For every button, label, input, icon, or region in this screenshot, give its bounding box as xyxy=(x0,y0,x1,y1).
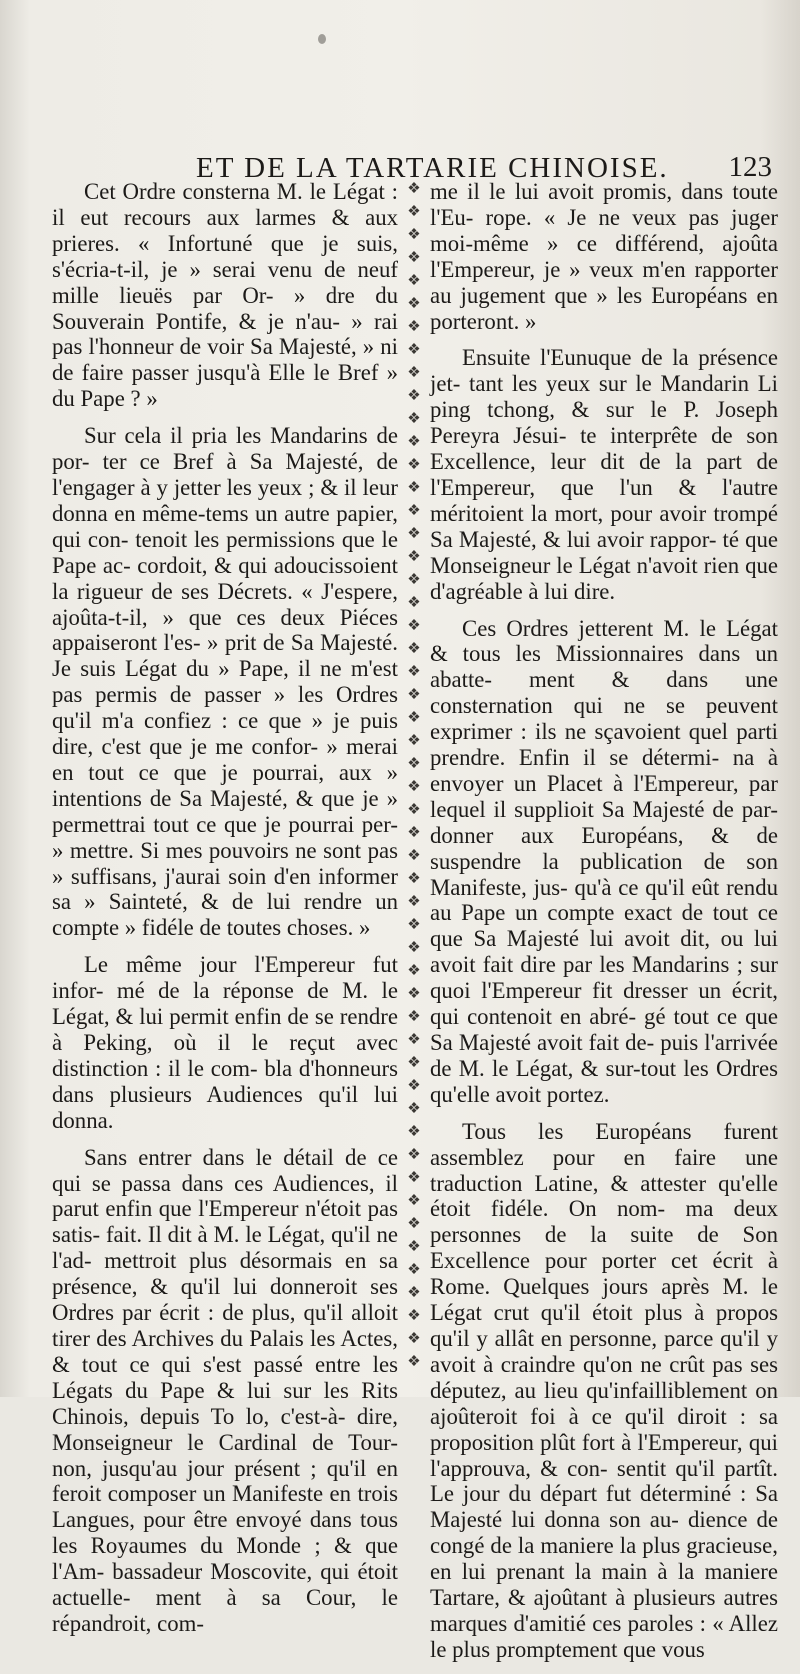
divider-ornament: ❖ xyxy=(407,963,421,979)
divider-ornament: ❖ xyxy=(407,687,421,703)
paragraph: Le même jour l'Empereur fut infor- mé de la réponse de M. le Légat, & lui permit enfin de se rendre à Peking, où il le reçut avec distinction : il le com- bla d'honneurs dans plusieurs Audiences qu'il lui donna. xyxy=(52,952,398,1133)
divider-ornament: ❖ xyxy=(407,756,421,772)
divider-ornament: ❖ xyxy=(407,1009,421,1025)
divider-ornament: ❖ xyxy=(407,457,421,473)
divider-ornament: ❖ xyxy=(407,250,421,266)
divider-ornament: ❖ xyxy=(407,503,421,519)
ink-spot xyxy=(318,34,326,44)
divider-ornament: ❖ xyxy=(407,1147,421,1163)
divider-ornament: ❖ xyxy=(407,1216,421,1232)
divider-ornament: ❖ xyxy=(407,1078,421,1094)
divider-ornament: ❖ xyxy=(407,733,421,749)
divider-ornament: ❖ xyxy=(407,802,421,818)
divider-ornament: ❖ xyxy=(407,917,421,933)
paragraph: Ces Ordres jetterent M. le Légat & tous les Missionnaires dans un abatte- ment & dans une consternation qui ne se peuvent exprimer : ils ne sçavoient quel parti prendre. Enfin il se détermi- na à envoyer un Placet à l'Empereur, par lequel il supplioit Sa Majesté de par- donner aux Européans, & de suspendre la publication de son Manifeste, jus- qu'à ce qu'il eût rendu au Pape un compte exact de tout ce que Sa Majesté lui avoit dit, ou lui avoit fait dire par les Mandarins ; sur quoi l'Empereur fit dresser un écrit, qui contenoit en abré- gé tout ce que Sa Majesté avoit fait de- puis l'arrivée de M. le Légat, & sur-tout les Ordres qu'elle avoit portez. xyxy=(430,615,778,1107)
divider-ornament: ❖ xyxy=(407,388,421,404)
divider-ornament: ❖ xyxy=(407,1032,421,1048)
paragraph: Tous les Européans furent assemblez pour en faire une traduction Latine, & attester qu'elle étoit fidéle. On nom- ma deux personnes de la suite de Son Excellence pour porter cet écrit à Rome. Quelques jours après M. le Légat crut qu'il étoit plus à propos qu'il y allât en personne, parce qu'il y avoit à craindre qu'on ne crût pas ses députez, au lieu qu'infailliblement on ajoûteroit foi à ce qu'il diroit : sa proposition plût fort à l'Empereur, qui l'approuva, & con- sentit qu'il partît. Le jour du départ fut déterminé : Sa Majesté lui donna son au- dience de congé de la maniere la plus gracieuse, en lui prenant la main à la maniere Tartare, & ajoûtant à plusieurs autres marques d'amitié ces paroles : « Allez le plus promptement que vous xyxy=(430,1118,778,1662)
divider-ornament: ❖ xyxy=(407,1308,421,1324)
divider-ornament: ❖ xyxy=(407,1055,421,1071)
divider-ornament: ❖ xyxy=(407,365,421,381)
divider-ornament: ❖ xyxy=(407,710,421,726)
divider-ornament: ❖ xyxy=(407,1262,421,1278)
paragraph-continued: me il le lui avoit promis, dans toute l'Eu- rope. « Je ne veux pas juger moi-même » ce différend, ajoûta l'Empereur, je » veux m'en rapporter au jugement que » les Européans en porteront. » xyxy=(430,179,778,334)
paragraph: Sans entrer dans le détail de ce qui se passa dans ces Audiences, il parut enfin que l'Empereur n'étoit pas satis- fait. Il dit à M. le Légat, qu'il ne l'ad- mettroit plus désormais en sa présence, & qu'il lui donneroit ses Ordres par écrit : de plus, qu'il alloit tirer des Archives du Palais les Actes, & tout ce qui s'est passé entre les Légats du Pape & lui sur les Rits Chinois, depuis To lo, c'est-à- dire, Monseigneur le Cardinal de Tour- non, jusqu'au jour présent ; qu'il en feroit composer un Manifeste en trois Langues, pour être envoyé dans tous les Royaumes du Monde ; & que l'Am- bassadeur Moscovite, qui étoit actuelle- ment à sa Cour, le répandroit, com- xyxy=(52,1144,398,1636)
divider-ornament: ❖ xyxy=(407,595,421,611)
divider-ornament: ❖ xyxy=(407,894,421,910)
divider-ornament: ❖ xyxy=(407,549,421,565)
divider-ornament: ❖ xyxy=(407,411,421,427)
divider-ornament: ❖ xyxy=(407,871,421,887)
divider-ornament: ❖ xyxy=(407,618,421,634)
divider-ornament: ❖ xyxy=(407,204,421,220)
divider-ornament: ❖ xyxy=(407,1354,421,1370)
divider-ornament: ❖ xyxy=(407,779,421,795)
divider-ornament: ❖ xyxy=(407,181,421,197)
divider-ornament: ❖ xyxy=(407,572,421,588)
divider-ornament: ❖ xyxy=(407,641,421,657)
divider-ornament: ❖ xyxy=(407,1170,421,1186)
paragraph: Ensuite l'Eunuque de la présence jet- tant les yeux sur le Mandarin Li ping tchong, & sur le P. Joseph Pereyra Jésui- te interprête de son Excellence, leur dit de la part de l'Empereur, que l'un & l'autre méritoient la mort, pour avoir trompé Sa Majesté, & lui avoir rappor- té que Monseigneur le Légat n'avoit rien que d'agréable à lui dire. xyxy=(430,345,778,604)
page-number: 123 xyxy=(728,151,772,183)
divider-ornament: ❖ xyxy=(407,664,421,680)
running-title: ET DE LA TARTARIE CHINOISE. xyxy=(196,152,669,184)
right-column xyxy=(430,179,778,1674)
ornamental-column-divider xyxy=(407,178,421,1388)
divider-ornament: ❖ xyxy=(407,273,421,289)
divider-ornament: ❖ xyxy=(407,940,421,956)
divider-ornament: ❖ xyxy=(407,1285,421,1301)
divider-ornament: ❖ xyxy=(407,296,421,312)
divider-ornament: ❖ xyxy=(407,1124,421,1140)
divider-ornament: ❖ xyxy=(407,526,421,542)
divider-ornament: ❖ xyxy=(407,1101,421,1117)
divider-ornament: ❖ xyxy=(407,1193,421,1209)
divider-ornament: ❖ xyxy=(407,434,421,450)
divider-ornament: ❖ xyxy=(407,986,421,1002)
divider-ornament: ❖ xyxy=(407,825,421,841)
paragraph: Sur cela il pria les Mandarins de por- ter ce Bref à Sa Majesté, de l'engager à y jetter les yeux ; & il leur donna en même-tems un autre papier, qui con- tenoit les permissions que le Pape ac- cordoit, & qui adoucissoient la rigueur de ses Décrets. « J'espere, ajoûta-t-il, » que ces deux Piéces appaiseront l'es- » prit de Sa Majesté. Je suis Légat du » Pape, il ne m'est pas permis de passer » les Ordres qu'il m'a confiez : ce que » je puis dire, c'est que je me confor- » merai en tout ce que je pourrai, aux » intentions de Sa Majesté, & que je » permettrai tout ce que je pourrai per- » mettre. Si mes pouvoirs ne sont pas » suffisans, j'aurai soin d'en informer sa » Sainteté, & de lui rendre un compte » fidéle de toutes choses. » xyxy=(52,423,398,941)
divider-ornament: ❖ xyxy=(407,1239,421,1255)
left-column xyxy=(52,179,398,1648)
divider-ornament: ❖ xyxy=(407,227,421,243)
paragraph: Cet Ordre consterna M. le Légat : il eut recours aux larmes & aux prieres. « Infortuné que je suis, s'écria-t-il, je » serai venu de neuf mille lieuës par Or- » dre du Souverain Pontife, & je n'au- » rai pas l'honneur de voir Sa Majesté, » ni de faire passer jusqu'à Elle le Bref » du Pape ? » xyxy=(52,179,398,412)
divider-ornament: ❖ xyxy=(407,1331,421,1347)
divider-ornament: ❖ xyxy=(407,342,421,358)
divider-ornament: ❖ xyxy=(407,319,421,335)
divider-ornament: ❖ xyxy=(407,848,421,864)
divider-ornament: ❖ xyxy=(407,480,421,496)
